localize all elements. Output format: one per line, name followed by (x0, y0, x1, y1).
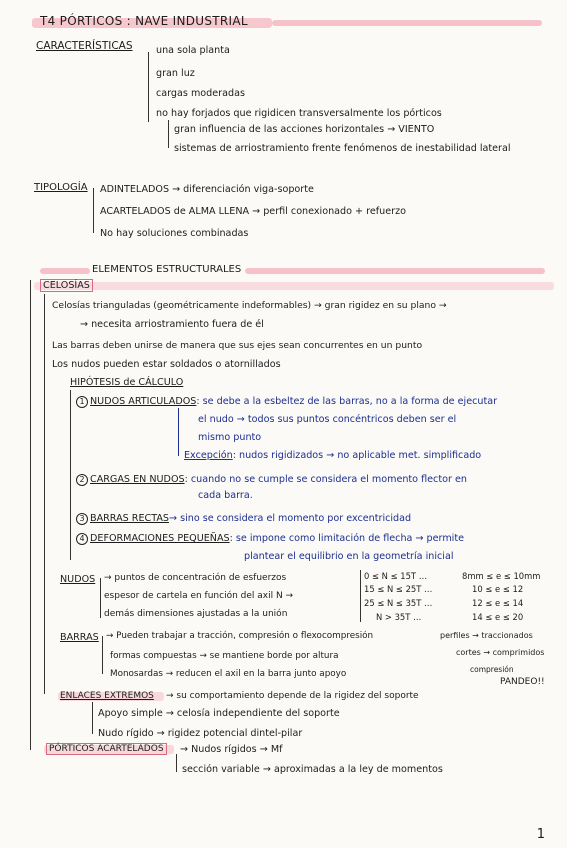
porticos-item: sección variable → aproximadas a la ley de momentos (182, 764, 443, 775)
tipologia-heading: TIPOLOGÍA (34, 182, 88, 193)
table-cell: 15 ≤ N ≤ 25T … (364, 584, 433, 594)
tipologia-item: ACARTELADOS de ALMA LLENA → perfil conexionado + refuerzo (100, 206, 406, 217)
hipotesis-label: CARGAS EN NUDOS (90, 474, 185, 485)
porticos-label: PÓRTICOS ACARTELADOS (46, 743, 167, 755)
hipotesis-text: : se debe a la esbeltez de las barras, no a la forma de ejecutar (196, 396, 498, 407)
number-circle: 1 (76, 396, 88, 408)
number-circle: 2 (76, 474, 88, 486)
celosias-line: → necesita arriostramiento fuera de él (80, 319, 264, 330)
nudos-item: → puntos de concentración de esfuerzos (104, 573, 287, 583)
caracteristicas-heading: CARACTERÍSTICAS (36, 40, 133, 52)
table-cell: 10 ≤ e ≤ 12 (472, 584, 524, 594)
hipotesis-label: BARRAS RECTAS (90, 513, 169, 524)
table-bracket (360, 570, 361, 622)
celosias-label: CELOSÍAS (40, 279, 93, 292)
barras-label: BARRAS (60, 632, 99, 643)
table-cell: N > 35T … (376, 612, 422, 622)
tipologia-item: ADINTELADOS → diferenciación viga-soporte (100, 184, 314, 195)
hipotesis-4 (76, 533, 464, 545)
hipotesis-excepcion (184, 450, 481, 462)
enlaces-item (98, 708, 340, 720)
enlaces-bracket (92, 702, 93, 734)
table-cell: 8mm ≤ e ≤ 10mm (462, 571, 541, 581)
barras-item: formas compuestas → se mantiene borde por altura (110, 651, 339, 661)
hipotesis-text: cada barra. (198, 490, 253, 501)
table-cell: 25 ≤ N ≤ 35T … (364, 598, 433, 608)
barras-right: perfiles → traccionados (440, 631, 533, 640)
caracteristicas-bracket (148, 52, 149, 122)
main-bracket (30, 280, 31, 750)
hipotesis-1 (76, 396, 497, 408)
hipotesis-3 (76, 513, 411, 525)
hipotesis-heading: HIPÓTESIS de CÁLCULO (70, 377, 184, 388)
caracteristica-item: gran luz (156, 68, 195, 79)
hipotesis-2 (76, 474, 467, 486)
barras-right: compresión (470, 665, 514, 674)
hipotesis-label: DEFORMACIONES PEQUEÑAS (90, 533, 230, 544)
enlaces-text: → su comportamiento depende de la rigidez del soporte (166, 691, 419, 701)
nudos-label: NUDOS (60, 574, 96, 585)
nudos-item: demás dimensiones ajustadas a la unión (104, 609, 288, 619)
hipotesis-text: → sino se considera el momento por excentricidad (168, 513, 412, 524)
table-cell: 12 ≤ e ≤ 14 (472, 598, 524, 608)
blue-bracket (178, 408, 179, 456)
table-cell: 0 ≤ N ≤ 15T … (364, 571, 428, 581)
enlaces-item (98, 728, 302, 740)
enlaces-label: ENLACES EXTREMOS (60, 691, 154, 701)
section-bar-right (245, 268, 545, 274)
celosias-highlight (34, 282, 554, 290)
barras-item: → Pueden trabajar a tracción, compresión o flexocompresión (106, 631, 374, 641)
hipotesis-text: : cuando no se cumple se considera el momento flector en (184, 474, 467, 485)
excepcion-text: : nudos rigidizados → no aplicable met. simplificado (232, 450, 482, 461)
celosias-line: Las barras deben unirse de manera que sus ejes sean concurrentes en un punto (52, 340, 423, 351)
hipotesis-text: plantear el equilibrio en la geometría inicial (244, 551, 454, 562)
hipotesis-text: el nudo → todos sus puntos concéntricos deben ser el (198, 414, 457, 425)
porticos-item: → Nudos rígidos → Mf (180, 744, 283, 755)
barras-right: PANDEO!! (500, 677, 545, 687)
caracteristica-item: una sola planta (156, 45, 230, 56)
barras-bracket (102, 636, 103, 674)
hipotesis-bracket (70, 390, 71, 560)
celosias-line: Los nudos pueden estar soldados o atornillados (52, 359, 281, 370)
title-highlight-bar (272, 20, 542, 26)
page-number: 1 (536, 827, 545, 842)
elementos-heading: ELEMENTOS ESTRUCTURALES (92, 264, 242, 275)
barras-item: Monosardas → reducen el axil en la barra junto apoyo (110, 669, 347, 679)
tipologia-item: No hay soluciones combinadas (100, 228, 249, 239)
caracteristica-item: sistemas de arriostramiento frente fenómenos de inestabilidad lateral (174, 143, 511, 154)
barras-right: cortes → comprimidos (456, 648, 545, 657)
page-title: T4 PÓRTICOS : NAVE INDUSTRIAL (40, 14, 248, 28)
hipotesis-text: mismo punto (198, 432, 262, 443)
enlaces-item-text: Apoyo simple → celosía independiente del soporte (98, 708, 340, 719)
porticos-bracket (176, 754, 177, 772)
table-cell: 14 ≤ e ≤ 20 (472, 612, 524, 622)
caracteristica-item: gran influencia de las acciones horizontales → VIENTO (174, 124, 435, 135)
excepcion-label: Excepción (184, 450, 233, 461)
sub-bracket (168, 120, 169, 148)
caracteristica-item: cargas moderadas (156, 88, 245, 99)
hipotesis-label: NUDOS ARTICULADOS (90, 396, 197, 407)
caracteristica-item: no hay forjados que rigidicen transversalmente los pórticos (156, 108, 442, 119)
celosias-bracket (44, 294, 45, 694)
section-bar-left (40, 268, 90, 274)
number-circle: 4 (76, 533, 88, 545)
number-circle: 3 (76, 513, 88, 525)
nudos-bracket (100, 578, 101, 618)
celosias-heading (40, 280, 93, 292)
tipologia-bracket (93, 188, 94, 233)
hipotesis-text: : se impone como limitación de flecha → permite (229, 533, 464, 544)
porticos-heading (46, 743, 167, 755)
nudos-item: espesor de cartela en función del axil N → (104, 591, 294, 601)
celosias-line: Celosías trianguladas (geométricamente indeformables) → gran rigidez en su plano → (52, 300, 447, 311)
enlaces-item-text: Nudo rígido → rigidez potencial dintel-pilar (98, 728, 303, 739)
